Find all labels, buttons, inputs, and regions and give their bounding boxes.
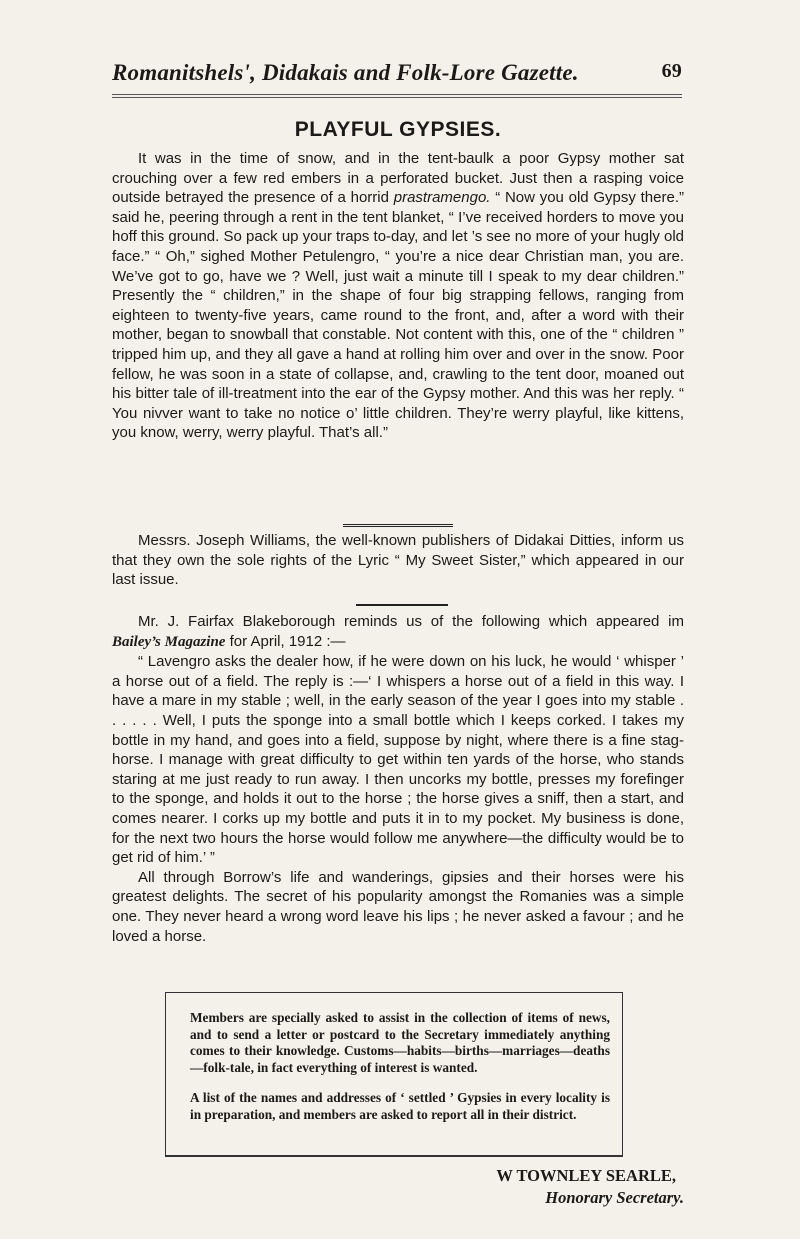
members-notice-para2: A list of the names and addresses of ‘ settled ’ Gypsies in every locality is in preparation, and members are asked to report all in their district. [190,1090,610,1122]
members-notice-para1: Members are specially asked to assist in the collection of items of news, and to send a letter or postcard to the Secretary immediately anything comes to their knowledge. Customs—habits—births—marriages—deaths—folk-tale, in fact everything of interest is wanted. [190,1010,610,1075]
section-divider-2 [356,604,448,606]
members-notice-box [165,992,623,1157]
section-divider [343,524,453,527]
secretary-name: W TOWNLEY SEARLE, [496,1166,676,1185]
notice-text: Messrs. Joseph Williams, the well-known publishers of Didakai Ditties, inform us that they own the sole rights of the Lyric “ My Sweet Sister,” which appeared in our last issue. [112,532,684,589]
secretary-title: Honorary Secretary. [545,1188,684,1207]
magazine-name: Bailey’s Magazine [112,633,226,650]
signature-block [400,1165,684,1209]
running-header [112,60,682,86]
header-rule [112,94,682,98]
article-title: PLAYFUL GYPSIES. [294,118,502,141]
intro-text-1: Mr. J. Fairfax Blakeborough reminds us of the following which appeared im [138,613,684,630]
closing-paragraph: All through Borrow’s life and wanderings, gipsies and their horses were his greatest delights. The secret of his popularity amongst the Romanies was a simple one. They never heard a wrong word leave his lips ; he never asked a favour ; and he loved a horse. [112,868,684,945]
article-text-2: “ Now you old Gypsy there.” said he, peering through a rent in the tent blanket, “ I’ve received horders to move you hoff this ground. So pack up your traps to-day, and let ’s see no more of your hugly old face.” “ Oh,” sighed Mother Petulengro, “ you’re a nice dear Christian man, you are. We’ve got to go, have we ? Well, just wait a minute till I speak to my dear children.” Presently the “ children,” in the shape of four big strapping fellows, ranging from eighteen to twenty-five years, came round to the front, and, after a word with their mother, began to snowball that constable. Not content with this, one of the “ children ” tripped him up, and they all gave a hand at rolling him over and over in the snow. Poor fellow, he was soon in a state of collapse, and, crawling to the tent door, moaned out his bitter tale of ill-treatment into the ear of the Gypsy mother. And this was her reply. “ You nivver want to take no notice o’ little children. They’re werry playful, like kittens, you know, werry, werry playful. That’s all.” [112,189,685,442]
second-article [112,612,684,946]
article-text-1: It was in the time of snow, and in the tent-baulk a poor Gypsy mother sat crouching over a few red embers in a perforated bucket. Just then a rasping voice outside betrayed the presence of a horrid [112,150,684,207]
article-paragraph [112,149,684,443]
article-body [112,149,684,443]
running-title-part2: Didakais and Folk-Lore Gazette. [262,60,579,85]
lavengro-quote: “ Lavengro asks the dealer how, if he were down on his luck, he would ‘ whisper ’ a horse out of a field. The reply is :—‘ I whispers a horse out of a field in this way. I have a mare in my stable ; well, in the early season of the year I goes into my stable . . . . . . Well, I puts the sponge into a small bottle which I keeps corked. I takes my bottle in my hand, and goes into a field, suppose by night, where there is a fine stag-horse. I manage with great difficulty to get within ten yards of the horse, who stands staring at me just ready to run away. I then uncorks my bottle, presses my forefinger to the sponge, and holds it out to the horse ; the horse gives a sniff, then a start, and comes nearer. I corks up my bottle and puts it in to my pocket. My business is done, for the next two hours the horse would follow me anywhere—the difficulty would be to get rid of him.’ ” [112,653,684,867]
page-number: 69 [661,60,682,82]
running-title-part1: Romanitshels', [112,60,257,85]
notice-block [112,531,684,590]
intro-text-2: for April, 1912 :— [225,632,346,650]
second-article-intro [112,612,684,652]
article-term: prastramengo. [393,189,491,207]
